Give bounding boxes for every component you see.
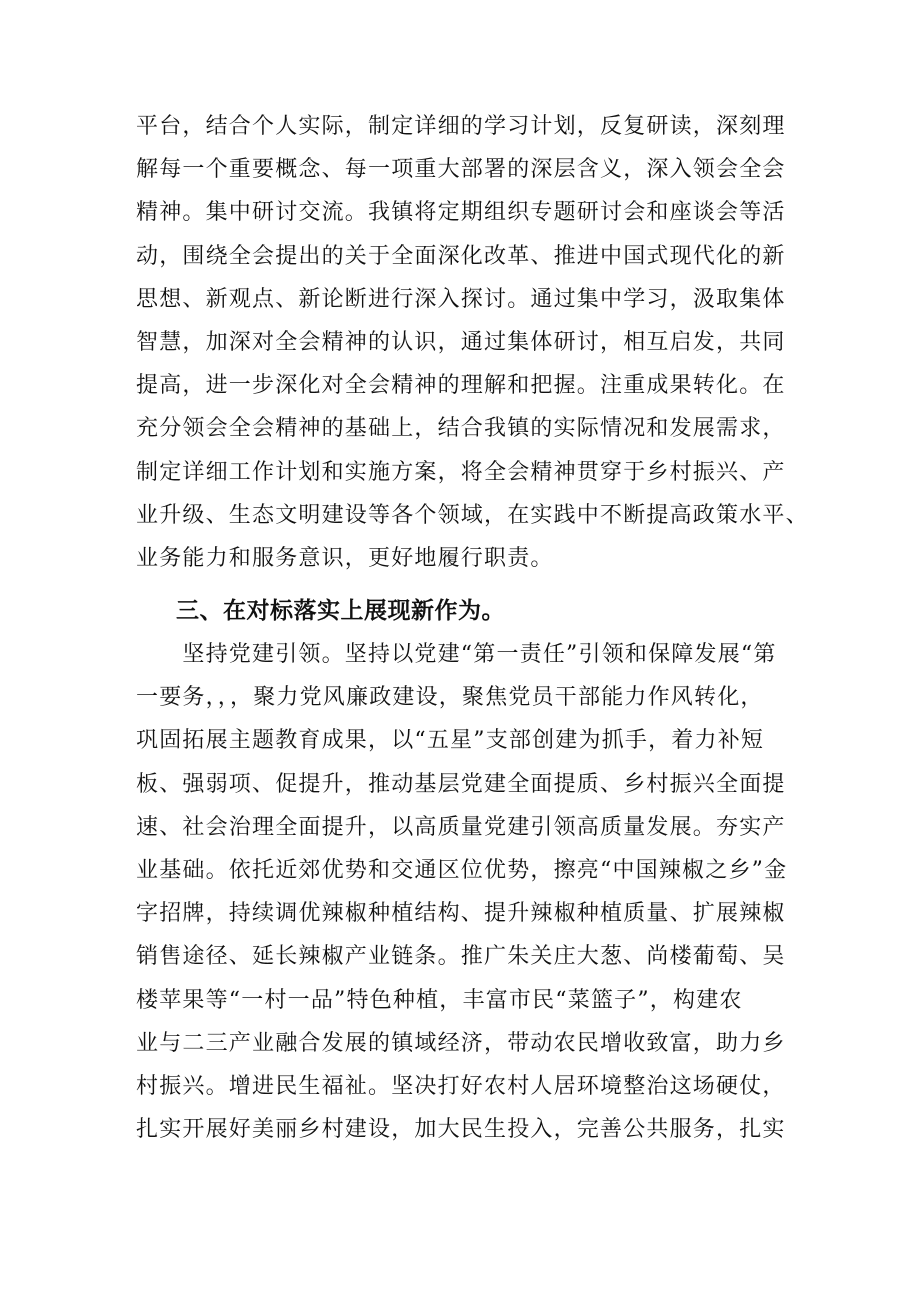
paragraph-line: 思想、新观点、新论断进行深入探讨。通过集中学习，汲取集体 <box>136 286 786 312</box>
paragraph-line: 业与二三产业融合发展的镇域经济，带动农民增收致富，助力乡 <box>136 1030 786 1056</box>
paragraph-line: 充分领会全会精神的基础上，结合我镇的实际情况和发展需求， <box>136 416 786 442</box>
paragraph-line: 制定详细工作计划和实施方案，将全会精神贯穿于乡村振兴、产 <box>136 459 786 485</box>
paragraph-line: 销售途径、延长辣椒产业链条。推广朱关庄大葱、尚楼葡萄、吴 <box>136 944 786 970</box>
paragraph-line: 业基础。依托近郊优势和交通区位优势，擦亮“中国辣椒之乡”金 <box>136 857 788 883</box>
paragraph-line: 板、强弱项、促提升，推动基层党建全面提质、乡村振兴全面提 <box>136 771 786 797</box>
paragraph-line: 速、社会治理全面提升，以高质量党建引领高质量发展。夯实产 <box>136 814 786 840</box>
paragraph-line: 村振兴。增进民生福祉。坚决打好农村人居环境整治这场硬仗， <box>136 1073 786 1099</box>
paragraph-line: 动，围绕全会提出的关于全面深化改革、推进中国式现代化的新 <box>136 243 786 269</box>
paragraph-line: 精神。集中研讨交流。我镇将定期组织专题研讨会和座谈会等活 <box>136 200 786 226</box>
paragraph-2 <box>136 633 800 1151</box>
paragraph-line: 智慧，加深对全会精神的认识，通过集体研讨，相互启发，共同 <box>136 329 786 355</box>
paragraph-line: 解每一个重要概念、每一项重大部署的深层含义，深入领会全会 <box>136 157 786 183</box>
paragraph-line: 一要务，，，聚力党风廉政建设，聚焦党员干部能力作风转化， <box>136 685 764 711</box>
paragraph-line: 业务能力和服务意识，更好地履行职责。 <box>136 545 554 571</box>
paragraph-line: 巩固拓展主题教育成果，以“五星”支部创建为抓手，着力补短 <box>136 728 765 754</box>
section-heading: 三、在对标落实上展现新作为。 <box>176 598 505 624</box>
paragraph-1 <box>136 105 809 580</box>
paragraph-line: 扎实开展好美丽乡村建设，加大民生投入，完善公共服务，扎实 <box>136 1117 786 1143</box>
paragraph-line: 楼苹果等“一村一品”特色种植，丰富市民“菜篮子”，构建农 <box>136 987 743 1013</box>
paragraph-line: 字招牌，持续调优辣椒种植结构、提升辣椒种植质量、扩展辣椒 <box>136 901 786 927</box>
paragraph-line: 平台，结合个人实际，制定详细的学习计划，反复研读，深刻理 <box>136 114 786 139</box>
paragraph-line: 坚持党建引领。坚持以党建“第一责任”引领和保障发展“第 <box>136 642 777 667</box>
paragraph-line: 提高，进一步深化对全会精神的理解和把握。注重成果转化。在 <box>136 373 786 399</box>
paragraph-line: 业升级、生态文明建设等各个领域，在实践中不断提高政策水平、 <box>136 502 809 528</box>
